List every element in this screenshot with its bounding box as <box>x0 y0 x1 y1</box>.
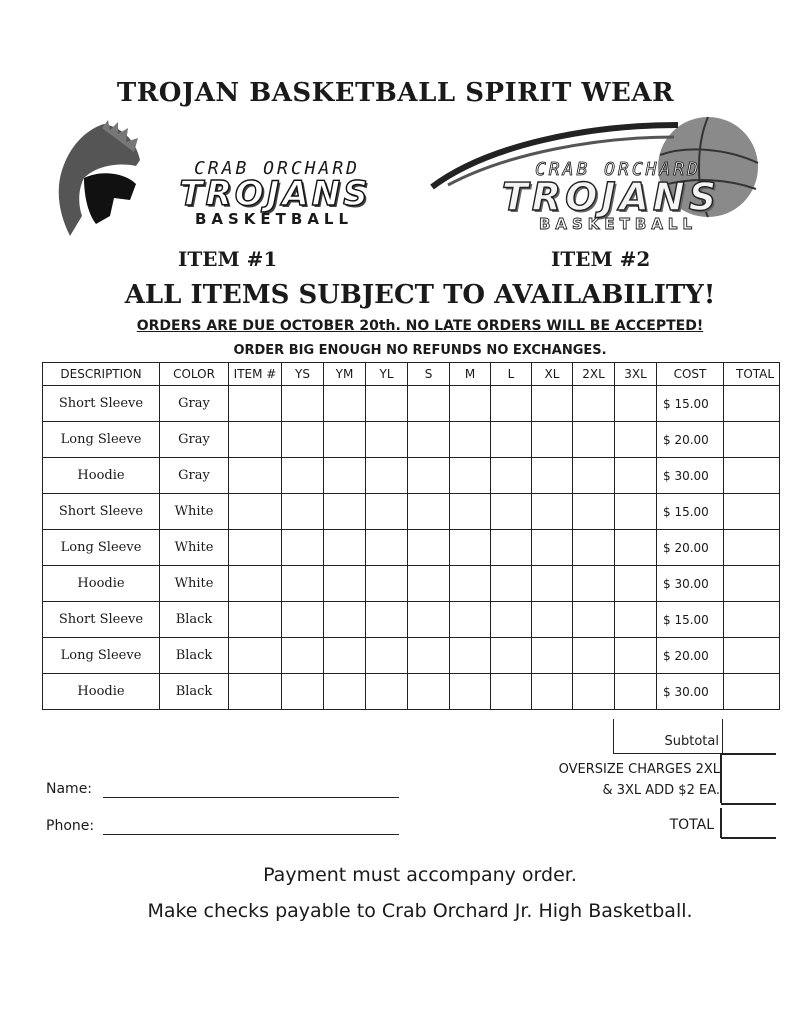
quantity-cell[interactable] <box>615 386 657 422</box>
quantity-cell[interactable] <box>408 638 450 674</box>
table-row <box>43 530 780 566</box>
row-color: White <box>160 566 229 602</box>
item1-label: ITEM #1 <box>178 247 278 271</box>
quantity-cell[interactable] <box>532 674 573 710</box>
col-header: L <box>491 363 532 386</box>
row-color: Gray <box>160 422 229 458</box>
quantity-cell[interactable] <box>532 530 573 566</box>
row-cost: $ 15.00 <box>657 602 724 638</box>
row-total-cell[interactable] <box>724 674 780 710</box>
quantity-cell[interactable] <box>573 422 615 458</box>
quantity-cell[interactable] <box>324 566 366 602</box>
quantity-cell[interactable] <box>366 386 408 422</box>
quantity-cell[interactable] <box>229 602 282 638</box>
quantity-cell[interactable] <box>573 566 615 602</box>
quantity-cell[interactable] <box>491 386 532 422</box>
row-color: Black <box>160 602 229 638</box>
row-color: Black <box>160 674 229 710</box>
quantity-cell[interactable] <box>532 458 573 494</box>
row-description: Hoodie <box>43 566 160 602</box>
row-cost: $ 20.00 <box>657 422 724 458</box>
row-total-cell[interactable] <box>724 566 780 602</box>
table-row <box>43 458 780 494</box>
row-total-cell[interactable] <box>724 386 780 422</box>
quantity-cell[interactable] <box>615 494 657 530</box>
table-row <box>43 386 780 422</box>
quantity-cell[interactable] <box>229 422 282 458</box>
item1-logo-line2: TROJANS <box>179 174 371 214</box>
quantity-cell[interactable] <box>282 458 324 494</box>
quantity-cell[interactable] <box>450 566 491 602</box>
quantity-cell[interactable] <box>229 566 282 602</box>
col-header: TOTAL <box>724 363 780 386</box>
row-color: White <box>160 530 229 566</box>
oversize-field-divider <box>720 753 722 803</box>
total-field-line <box>721 837 776 839</box>
col-header: YS <box>282 363 324 386</box>
due-date-notice: ORDERS ARE DUE OCTOBER 20th. NO LATE ORDERS WILL BE ACCEPTED! <box>136 318 704 334</box>
quantity-cell[interactable] <box>282 422 324 458</box>
col-header: 2XL <box>573 363 615 386</box>
row-total-cell[interactable] <box>724 602 780 638</box>
quantity-cell[interactable] <box>282 674 324 710</box>
quantity-cell[interactable] <box>491 638 532 674</box>
item2-logo-line1: CRAB ORCHARD <box>534 159 702 180</box>
row-color: Gray <box>160 386 229 422</box>
row-cost: $ 30.00 <box>657 458 724 494</box>
subtotal-label: Subtotal <box>664 734 719 749</box>
row-color: Gray <box>160 458 229 494</box>
col-header: ITEM # <box>229 363 282 386</box>
oversize-note <box>520 759 720 801</box>
table-row <box>43 494 780 530</box>
quantity-cell[interactable] <box>491 530 532 566</box>
col-header: 3XL <box>615 363 657 386</box>
quantity-cell[interactable] <box>282 566 324 602</box>
quantity-cell[interactable] <box>491 566 532 602</box>
subtotal-field-line <box>721 753 776 755</box>
quantity-cell[interactable] <box>324 530 366 566</box>
item2-label: ITEM #2 <box>551 247 651 271</box>
quantity-cell[interactable] <box>615 674 657 710</box>
quantity-cell[interactable] <box>229 530 282 566</box>
oversize-line1: OVERSIZE CHARGES 2XL <box>558 762 720 777</box>
quantity-cell[interactable] <box>366 458 408 494</box>
row-description: Long Sleeve <box>43 422 160 458</box>
quantity-cell[interactable] <box>408 422 450 458</box>
quantity-cell[interactable] <box>450 530 491 566</box>
quantity-cell[interactable] <box>324 458 366 494</box>
quantity-cell[interactable] <box>408 458 450 494</box>
row-cost: $ 30.00 <box>657 674 724 710</box>
row-total-cell[interactable] <box>724 422 780 458</box>
col-header: YM <box>324 363 366 386</box>
row-description: Short Sleeve <box>43 602 160 638</box>
quantity-cell[interactable] <box>408 530 450 566</box>
quantity-cell[interactable] <box>229 494 282 530</box>
row-description: Short Sleeve <box>43 386 160 422</box>
col-header: COST <box>657 363 724 386</box>
quantity-cell[interactable] <box>491 674 532 710</box>
table-row <box>43 638 780 674</box>
row-color: White <box>160 494 229 530</box>
col-header: M <box>450 363 491 386</box>
quantity-cell[interactable] <box>324 422 366 458</box>
table-row <box>43 422 780 458</box>
row-cost: $ 20.00 <box>657 530 724 566</box>
col-header: S <box>408 363 450 386</box>
item1-logo-line3: BASKETBALL <box>194 210 354 228</box>
quantity-cell[interactable] <box>491 422 532 458</box>
quantity-cell[interactable] <box>573 386 615 422</box>
quantity-cell[interactable] <box>324 638 366 674</box>
quantity-cell[interactable] <box>491 458 532 494</box>
quantity-cell[interactable] <box>324 494 366 530</box>
quantity-cell[interactable] <box>450 494 491 530</box>
row-description: Long Sleeve <box>43 638 160 674</box>
quantity-cell[interactable] <box>282 494 324 530</box>
quantity-cell[interactable] <box>573 458 615 494</box>
row-cost: $ 20.00 <box>657 638 724 674</box>
item1-logo-line1: CRAB ORCHARD <box>193 158 361 179</box>
quantity-cell[interactable] <box>532 638 573 674</box>
quantity-cell[interactable] <box>366 422 408 458</box>
row-cost: $ 15.00 <box>657 386 724 422</box>
checks-note: Make checks payable to Crab Orchard Jr. High Basketball. <box>147 900 693 922</box>
item2-logo-line3: BASKETBALL <box>538 215 698 233</box>
quantity-cell[interactable] <box>324 602 366 638</box>
quantity-cell[interactable] <box>450 458 491 494</box>
quantity-cell[interactable] <box>408 494 450 530</box>
quantity-cell[interactable] <box>532 494 573 530</box>
quantity-cell[interactable] <box>229 638 282 674</box>
quantity-cell[interactable] <box>324 386 366 422</box>
quantity-cell[interactable] <box>573 494 615 530</box>
quantity-cell[interactable] <box>532 422 573 458</box>
quantity-cell[interactable] <box>573 638 615 674</box>
quantity-cell[interactable] <box>229 674 282 710</box>
quantity-cell[interactable] <box>408 566 450 602</box>
quantity-cell[interactable] <box>450 602 491 638</box>
quantity-cell[interactable] <box>532 602 573 638</box>
col-header: XL <box>532 363 573 386</box>
row-description: Long Sleeve <box>43 530 160 566</box>
quantity-cell[interactable] <box>366 638 408 674</box>
quantity-cell[interactable] <box>615 566 657 602</box>
item2-logo <box>428 115 780 240</box>
quantity-cell[interactable] <box>450 638 491 674</box>
item1-logo <box>44 120 414 240</box>
quantity-cell[interactable] <box>282 602 324 638</box>
col-header: DESCRIPTION <box>43 363 160 386</box>
quantity-cell[interactable] <box>366 602 408 638</box>
row-description: Hoodie <box>43 458 160 494</box>
total-field-divider <box>720 808 722 838</box>
quantity-cell[interactable] <box>450 422 491 458</box>
row-cost: $ 30.00 <box>657 566 724 602</box>
row-total-cell[interactable] <box>724 458 780 494</box>
quantity-cell[interactable] <box>491 602 532 638</box>
name-field[interactable] <box>103 797 399 798</box>
quantity-cell[interactable] <box>615 422 657 458</box>
col-header: YL <box>366 363 408 386</box>
oversize-line2: & 3XL ADD $2 EA. <box>602 783 720 798</box>
phone-label: Phone: <box>46 818 95 834</box>
payment-note: Payment must accompany order. <box>263 864 577 886</box>
availability-notice: ALL ITEMS SUBJECT TO AVAILABILITY! <box>124 280 716 310</box>
quantity-cell[interactable] <box>615 530 657 566</box>
quantity-cell[interactable] <box>532 566 573 602</box>
quantity-cell[interactable] <box>366 566 408 602</box>
quantity-cell[interactable] <box>615 602 657 638</box>
row-cost: $ 15.00 <box>657 494 724 530</box>
oversize-field-line <box>721 803 776 805</box>
quantity-cell[interactable] <box>229 386 282 422</box>
quantity-cell[interactable] <box>282 530 324 566</box>
page-title: TROJAN BASKETBALL SPIRIT WEAR <box>116 78 675 108</box>
quantity-cell[interactable] <box>366 494 408 530</box>
quantity-cell[interactable] <box>450 386 491 422</box>
row-total-cell[interactable] <box>724 494 780 530</box>
row-description: Short Sleeve <box>43 494 160 530</box>
name-label: Name: <box>46 781 93 797</box>
order-table <box>42 362 780 710</box>
quantity-cell[interactable] <box>615 638 657 674</box>
quantity-cell[interactable] <box>408 386 450 422</box>
table-header-row <box>43 363 780 386</box>
quantity-cell[interactable] <box>615 458 657 494</box>
quantity-cell[interactable] <box>282 638 324 674</box>
row-total-cell[interactable] <box>724 638 780 674</box>
quantity-cell[interactable] <box>324 674 366 710</box>
quantity-cell[interactable] <box>408 674 450 710</box>
row-description: Hoodie <box>43 674 160 710</box>
refund-notice: ORDER BIG ENOUGH NO REFUNDS NO EXCHANGES. <box>233 343 607 358</box>
total-label: TOTAL <box>669 817 714 833</box>
table-row <box>43 602 780 638</box>
item2-logo-line2: TROJANS <box>501 175 721 219</box>
table-row <box>43 566 780 602</box>
quantity-cell[interactable] <box>532 386 573 422</box>
quantity-cell[interactable] <box>573 674 615 710</box>
quantity-cell[interactable] <box>573 602 615 638</box>
quantity-cell[interactable] <box>408 602 450 638</box>
phone-field[interactable] <box>103 834 399 835</box>
quantity-cell[interactable] <box>450 674 491 710</box>
quantity-cell[interactable] <box>282 386 324 422</box>
row-total-cell[interactable] <box>724 530 780 566</box>
row-color: Black <box>160 638 229 674</box>
quantity-cell[interactable] <box>491 494 532 530</box>
quantity-cell[interactable] <box>366 530 408 566</box>
quantity-cell[interactable] <box>366 674 408 710</box>
table-row <box>43 674 780 710</box>
quantity-cell[interactable] <box>229 458 282 494</box>
col-header: COLOR <box>160 363 229 386</box>
quantity-cell[interactable] <box>573 530 615 566</box>
